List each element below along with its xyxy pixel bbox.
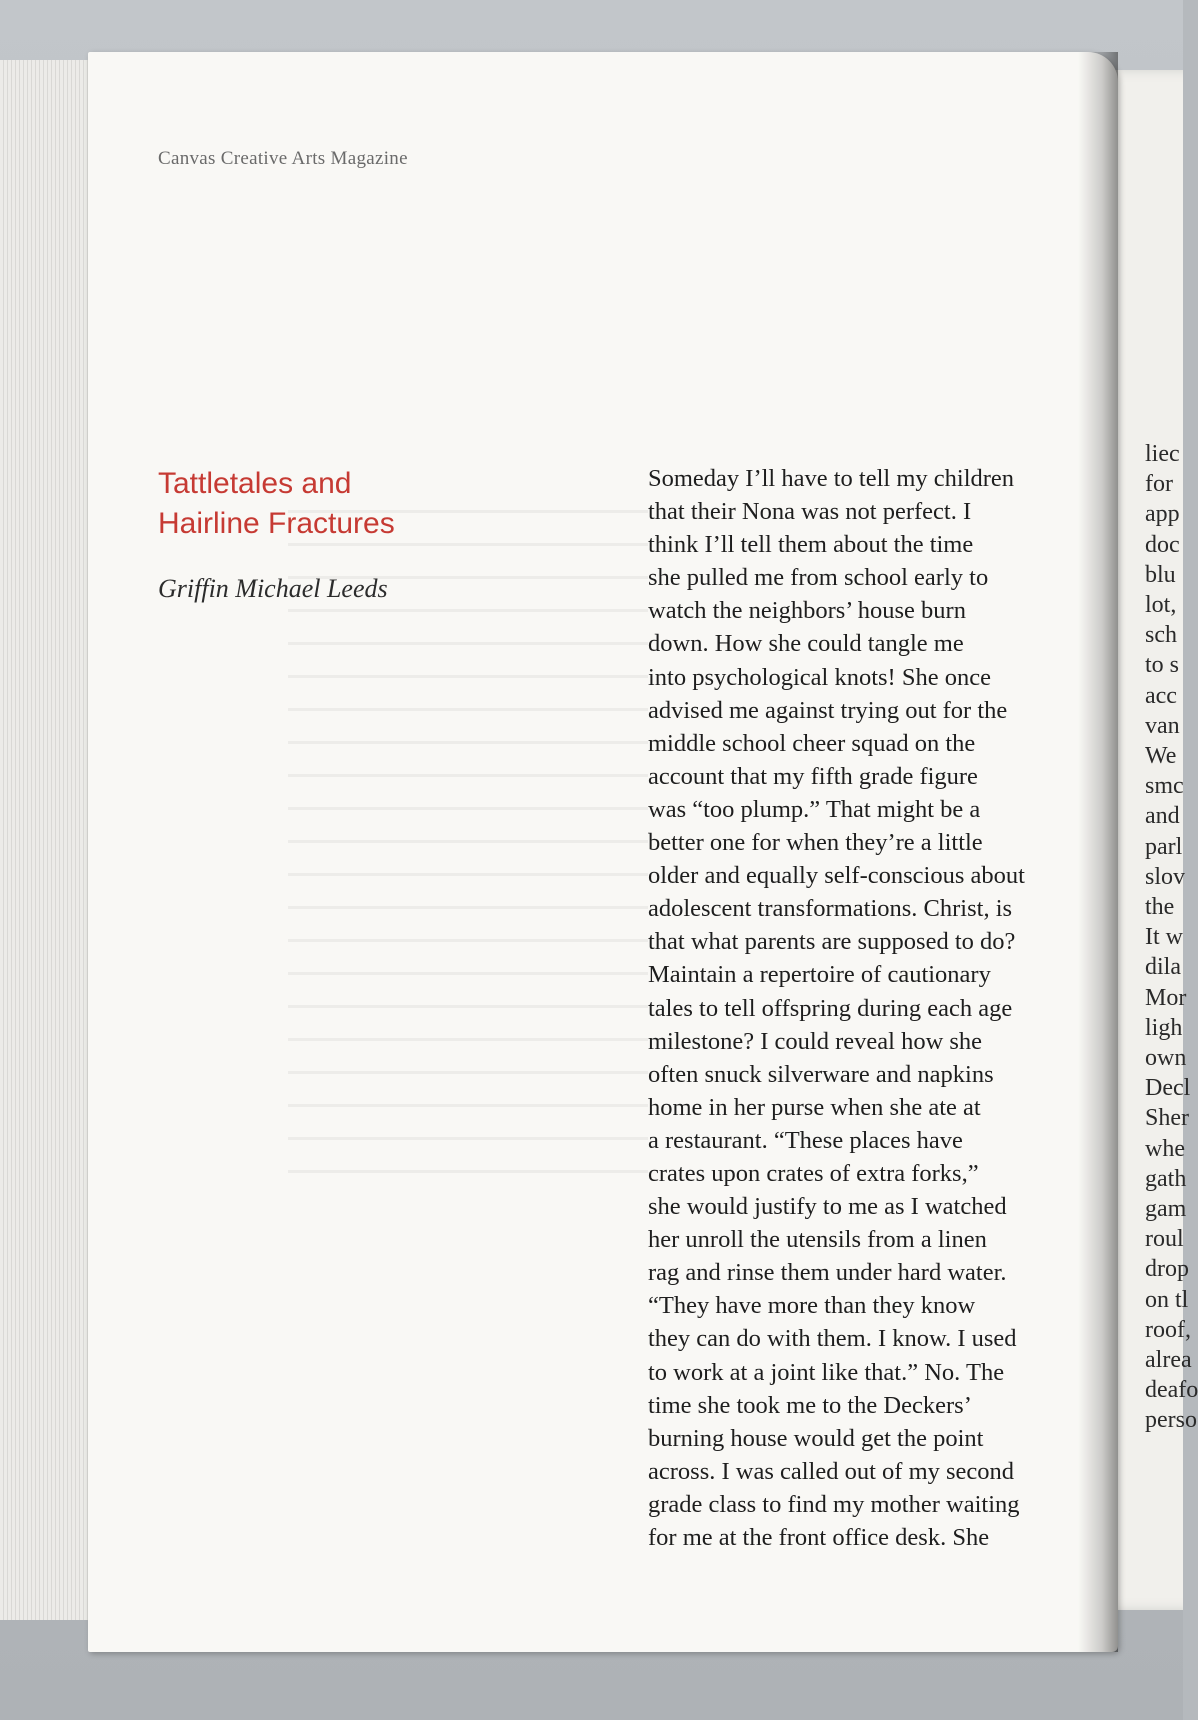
body-line: burning house would get the point — [648, 1424, 984, 1452]
body-line: to work at a joint like that.” No. The — [648, 1358, 1005, 1386]
next-page-line: gam — [1145, 1196, 1187, 1222]
body-line: a restaurant. “These places have — [648, 1126, 963, 1154]
next-page-line: smc — [1145, 773, 1184, 800]
next-page-line: blu — [1145, 561, 1176, 588]
body-line: grade class to find my mother waiting — [648, 1490, 1020, 1518]
next-page-line: perso — [1145, 1407, 1197, 1434]
title-line-2: Hairline Fractures — [158, 507, 395, 540]
body-line: advised me against trying out for the — [648, 696, 1008, 724]
next-page-line: alrea — [1145, 1347, 1192, 1373]
body-line: crates upon crates of extra forks,” — [648, 1159, 979, 1187]
title-line-1: Tattletales and — [158, 467, 352, 500]
body-line: “They have more than they know — [648, 1292, 976, 1320]
next-page-line: for — [1145, 471, 1173, 498]
next-page-line: Decl — [1145, 1075, 1191, 1102]
body-line: down. How she could tangle me — [648, 630, 964, 658]
body-line: that their Nona was not perfect. I — [648, 498, 972, 526]
next-page-line: deafo — [1145, 1377, 1198, 1404]
body-line: was “too plump.” That might be a — [648, 795, 981, 823]
next-page-line: acc — [1145, 682, 1177, 709]
next-page-line: on tl — [1145, 1286, 1189, 1313]
main-page — [88, 52, 1118, 1652]
body-line: tales to tell offspring during each age — [648, 994, 1013, 1022]
body-line: into psychological knots! She once — [648, 663, 991, 691]
next-page-line: whe — [1145, 1135, 1185, 1162]
body-line: her unroll the utensils from a linen — [648, 1226, 987, 1254]
next-page-line: gath — [1145, 1165, 1187, 1192]
body-line: across. I was called out of my second — [648, 1457, 1015, 1485]
next-page-line: slov — [1145, 863, 1186, 890]
body-line: they can do with them. I know. I used — [648, 1325, 1017, 1353]
author-byline: Griffin Michael Leeds — [158, 574, 388, 603]
next-page-line: lot, — [1145, 592, 1177, 618]
body-line: Someday I’ll have to tell my children — [648, 465, 1015, 492]
next-page-line: to s — [1145, 652, 1180, 679]
body-line: that what parents are supposed to do? — [648, 928, 1016, 956]
next-page-line: Mor — [1145, 984, 1187, 1011]
next-page-line: van — [1145, 712, 1180, 739]
body-line: for me at the front office desk. She — [648, 1524, 990, 1551]
next-page-line: We — [1145, 743, 1177, 769]
body-line: middle school cheer squad on the — [648, 729, 976, 757]
next-page-line: and — [1145, 803, 1180, 830]
next-page-line: own — [1145, 1045, 1187, 1071]
body-line: home in her purse when she ate at — [648, 1093, 981, 1121]
body-line: older and equally self-conscious about — [648, 862, 1025, 890]
running-header: Canvas Creative Arts Magazine — [158, 148, 408, 169]
body-line: rag and rinse them under hard water. — [648, 1259, 1007, 1287]
next-page-line: It w — [1145, 924, 1183, 951]
next-page-line: parl — [1145, 833, 1183, 860]
article-body — [648, 462, 1108, 1554]
body-line: she would justify to me as I watched — [648, 1193, 1007, 1221]
next-page-line: dila — [1145, 954, 1181, 981]
body-line: milestone? I could reveal how she — [648, 1027, 983, 1055]
next-page-line: Sher — [1145, 1105, 1189, 1132]
body-line: account that my fifth grade figure — [648, 762, 978, 790]
next-page-line: ligh — [1145, 1014, 1183, 1041]
body-line: better one for when they’re a little — [648, 829, 983, 857]
body-line: often snuck silverware and napkins — [648, 1060, 994, 1088]
body-line: watch the neighbors’ house burn — [648, 597, 966, 625]
body-line: time she took me to the Deckers’ — [648, 1391, 972, 1419]
body-line: she pulled me from school early to — [648, 564, 989, 592]
next-page-line: roof, — [1145, 1316, 1191, 1343]
article-title — [158, 464, 478, 544]
next-page-line: drop — [1145, 1256, 1189, 1283]
body-line: adolescent transformations. Christ, is — [648, 895, 1013, 923]
body-line: think I’ll tell them about the time — [648, 531, 974, 559]
next-page-line: liec — [1145, 441, 1180, 467]
next-page-line: doc — [1145, 531, 1180, 558]
next-page-line: roul — [1145, 1226, 1184, 1253]
next-page-line: sch — [1145, 622, 1177, 649]
next-page-line: app — [1145, 501, 1180, 528]
body-line: Maintain a repertoire of cautionary — [648, 961, 991, 989]
next-page-line: the — [1145, 894, 1175, 920]
